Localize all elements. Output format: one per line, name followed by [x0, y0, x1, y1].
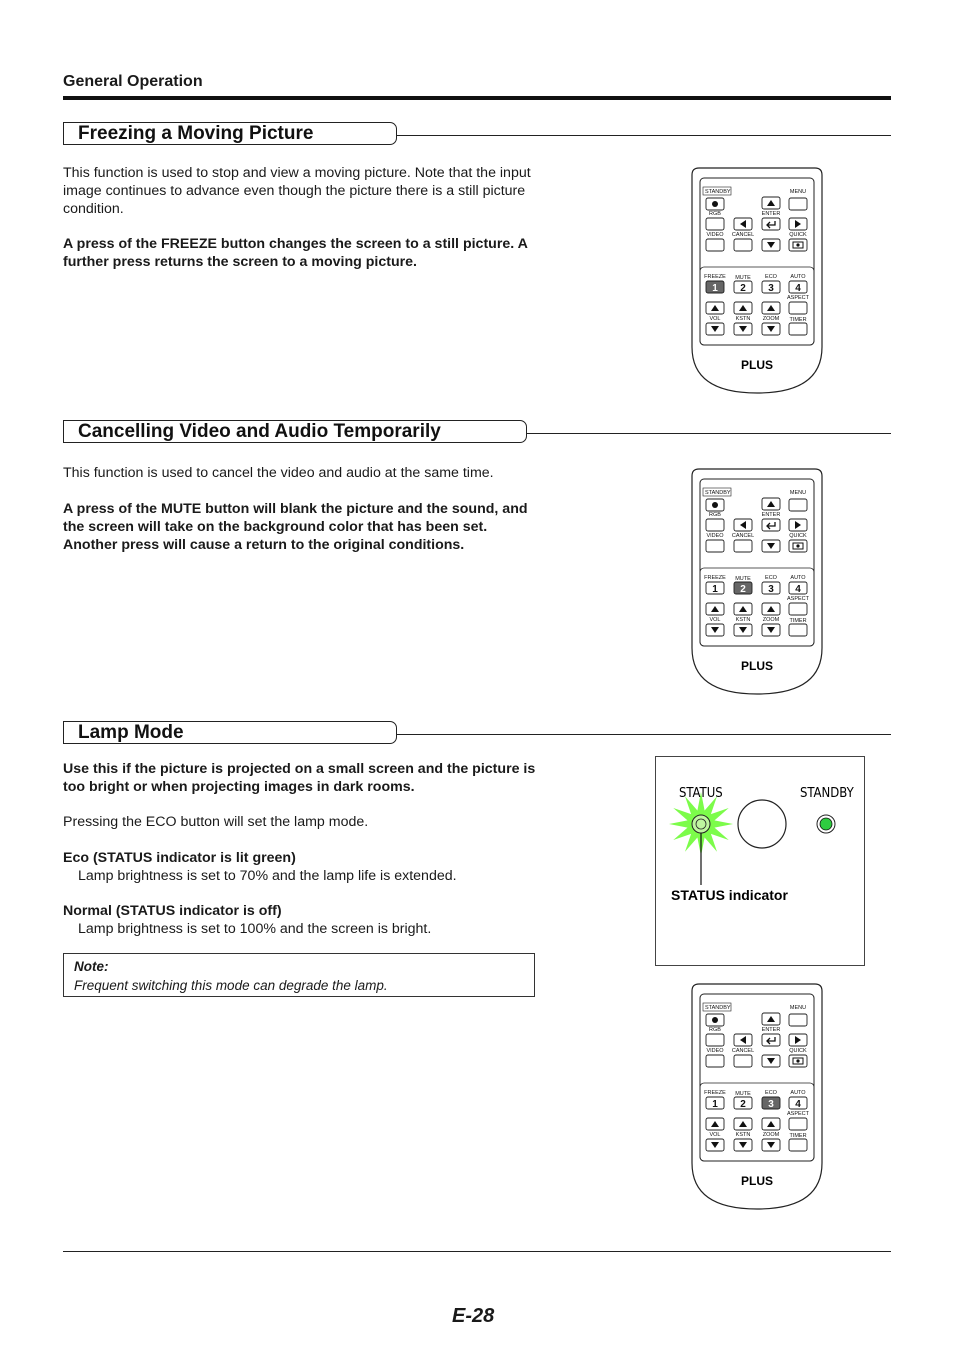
remote-control-illustration: [691, 983, 823, 1211]
video-button: [706, 1055, 724, 1067]
remote-freeze: [691, 167, 823, 400]
remote-number-label: 1: [712, 584, 718, 595]
remote-label-mute: MUTE: [735, 1091, 751, 1097]
remote-label-enter: ENTER: [761, 512, 781, 518]
remote-number-label: 3: [768, 1099, 774, 1110]
remote-label-video: VIDEO: [706, 232, 724, 238]
remote-label-timer: TIMER: [789, 618, 807, 624]
remote-label-rgb: RGB: [709, 211, 721, 217]
remote-brand: PLUS: [740, 659, 774, 673]
remote-label-video: VIDEO: [706, 533, 724, 539]
remote-label-rgb: RGB: [709, 1027, 721, 1033]
remote-label-video: VIDEO: [706, 1048, 724, 1054]
freeze-instruction: A press of the FREEZE button changes the screen to a still picture. A further press returns the screen to a moving picture.: [63, 236, 528, 270]
remote-control-illustration: [691, 167, 823, 395]
normal-description: Lamp brightness is set to 100% and the screen is bright.: [78, 921, 432, 937]
remote-label-menu: MENU: [789, 189, 807, 195]
section-title-lamp: Lamp Mode: [63, 721, 397, 744]
aspect-button: [789, 1118, 807, 1130]
page-number: E-28: [452, 1305, 495, 1327]
cancel-button: [734, 239, 752, 251]
freeze-intro: This function is used to stop and view a moving picture. Note that the input image continues to advance even though the picture there is a still picture condition.: [63, 165, 531, 217]
remote-number-label: 4: [795, 584, 801, 595]
timer-button: [789, 323, 807, 335]
note-box: [63, 953, 535, 997]
remote-label-eco: ECO: [765, 274, 777, 280]
remote-label-standby: STANDBY: [705, 490, 731, 496]
remote-number-label: 1: [712, 283, 718, 294]
menu-button: [789, 198, 807, 210]
remote-label-mute: MUTE: [735, 275, 751, 281]
remote-label-timer: TIMER: [789, 317, 807, 323]
remote-label-kstn: KSTN: [735, 316, 751, 322]
remote-brand: PLUS: [740, 1174, 774, 1188]
remote-label-cancel: CANCEL: [731, 533, 755, 539]
remote-label-auto: AUTO: [790, 575, 806, 581]
remote-label-kstn: KSTN: [735, 617, 751, 623]
remote-label-quick: QUICK: [789, 533, 807, 539]
normal-heading: Normal (STATUS indicator is off): [63, 903, 282, 919]
aspect-button: [789, 302, 807, 314]
rgb-button: [706, 519, 724, 531]
status-label: STATUS: [679, 786, 723, 801]
remote-label-enter: ENTER: [761, 211, 781, 217]
status-indicator-panel: [655, 756, 865, 966]
footer-rule: [63, 1251, 891, 1252]
menu-button: [789, 499, 807, 511]
title-rule: [527, 433, 891, 434]
section-title-mute: Cancelling Video and Audio Temporarily: [63, 420, 527, 443]
timer-button: [789, 624, 807, 636]
remote-brand: PLUS: [740, 358, 774, 372]
remote-control-illustration: [691, 468, 823, 696]
remote-label-rgb: RGB: [709, 512, 721, 518]
rgb-button: [706, 218, 724, 230]
power-button: [738, 800, 786, 848]
enter-button: [762, 519, 780, 531]
remote-number-label: 4: [795, 1099, 801, 1110]
eco-description: Lamp brightness is set to 70% and the lamp life is extended.: [78, 868, 457, 884]
remote-label-auto: AUTO: [790, 1090, 806, 1096]
note-title: Note:: [74, 959, 109, 974]
status-led: [692, 815, 710, 833]
remote-label-vol: VOL: [709, 1132, 721, 1138]
standby-led: [820, 818, 832, 830]
remote-label-quick: QUICK: [789, 1048, 807, 1054]
lamp-intro: Use this if the picture is projected on a small screen and the picture is too bright or when projecting images in dark rooms.: [63, 761, 536, 795]
remote-number-label: 4: [795, 283, 801, 294]
remote-label-timer: TIMER: [789, 1133, 807, 1139]
status-caption: STATUS indicator: [671, 887, 788, 903]
remote-label-eco: ECO: [765, 1090, 777, 1096]
remote-label-auto: AUTO: [790, 274, 806, 280]
status-indicator-illustration: [656, 757, 864, 965]
remote-label-vol: VOL: [709, 316, 721, 322]
remote-eco: [691, 983, 823, 1216]
mute-instruction: A press of the MUTE button will blank the picture and the sound, and the screen will take on the background color that has been set. Another press will cause a return to the original conditions.: [63, 501, 528, 553]
remote-label-quick: QUICK: [789, 232, 807, 238]
enter-button: [762, 1034, 780, 1046]
remote-label-kstn: KSTN: [735, 1132, 751, 1138]
remote-mute: [691, 468, 823, 701]
cancel-button: [734, 540, 752, 552]
remote-number-label: 2: [740, 1099, 746, 1110]
enter-button: [762, 218, 780, 230]
remote-number-label: 3: [768, 283, 774, 294]
remote-label-cancel: CANCEL: [731, 1048, 755, 1054]
remote-number-label: 1: [712, 1099, 718, 1110]
cancel-button: [734, 1055, 752, 1067]
remote-label-standby: STANDBY: [705, 189, 731, 195]
remote-number-label: 3: [768, 584, 774, 595]
standby-label: STANDBY: [800, 786, 854, 801]
section-header: General Operation: [63, 73, 203, 90]
timer-button: [789, 1139, 807, 1151]
header-rule: [63, 96, 891, 100]
remote-label-aspect: ASPECT: [786, 596, 810, 602]
remote-label-zoom: ZOOM: [762, 1132, 780, 1138]
menu-button: [789, 1014, 807, 1026]
remote-label-freeze: FREEZE: [704, 274, 726, 280]
remote-label-standby: STANDBY: [705, 1005, 731, 1011]
mute-intro: This function is used to cancel the video and audio at the same time.: [63, 465, 494, 481]
video-button: [706, 540, 724, 552]
title-rule: [397, 734, 891, 735]
remote-label-vol: VOL: [709, 617, 721, 623]
note-text: Frequent switching this mode can degrade the lamp.: [74, 978, 388, 993]
remote-label-aspect: ASPECT: [786, 1111, 810, 1117]
remote-label-aspect: ASPECT: [786, 295, 810, 301]
remote-label-freeze: FREEZE: [704, 575, 726, 581]
lamp-eco-press: Pressing the ECO button will set the lamp mode.: [63, 814, 369, 830]
section-title-freeze: Freezing a Moving Picture: [63, 122, 397, 145]
eco-heading: Eco (STATUS indicator is lit green): [63, 850, 296, 866]
remote-label-zoom: ZOOM: [762, 617, 780, 623]
remote-label-zoom: ZOOM: [762, 316, 780, 322]
remote-label-eco: ECO: [765, 575, 777, 581]
remote-label-cancel: CANCEL: [731, 232, 755, 238]
remote-number-label: 2: [740, 584, 746, 595]
video-button: [706, 239, 724, 251]
remote-number-label: 2: [740, 283, 746, 294]
remote-label-mute: MUTE: [735, 576, 751, 582]
rgb-button: [706, 1034, 724, 1046]
remote-label-enter: ENTER: [761, 1027, 781, 1033]
aspect-button: [789, 603, 807, 615]
remote-label-menu: MENU: [789, 490, 807, 496]
remote-label-freeze: FREEZE: [704, 1090, 726, 1096]
remote-label-menu: MENU: [789, 1005, 807, 1011]
title-rule: [397, 135, 891, 136]
